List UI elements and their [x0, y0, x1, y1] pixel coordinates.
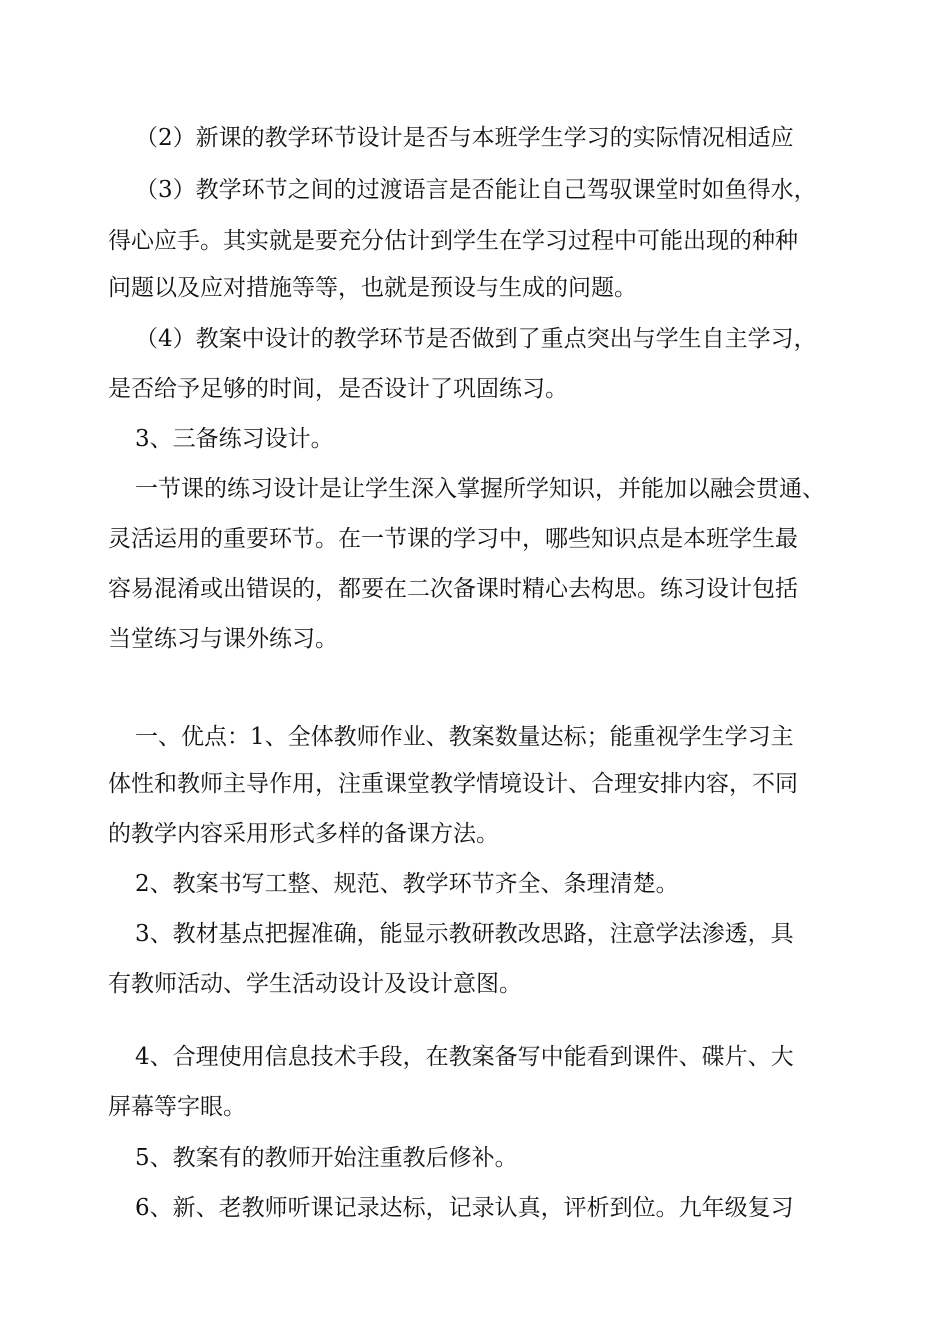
- text-line: 2、教案书写工整、规范、教学环节齐全、条理清楚。: [135, 871, 679, 897]
- text-line: 容易混淆或出错误的，都要在二次备课时精心去构思。练习设计包括: [108, 576, 798, 602]
- text-line: （3）教学环节之间的过渡语言是否能让自己驾驭课堂时如鱼得水，: [135, 177, 817, 203]
- text-line: 3、教材基点把握准确，能显示教研教改思路，注意学法渗透，具: [135, 921, 794, 947]
- text-line: 当堂练习与课外练习。: [108, 626, 338, 652]
- text-line: 5、教案有的教师开始注重教后修补。: [135, 1145, 518, 1171]
- text-line: 是否给予足够的时间，是否设计了巩固练习。: [108, 376, 568, 402]
- text-line: 4、合理使用信息技术手段，在教案备写中能看到课件、碟片、大: [135, 1044, 794, 1070]
- section-heading: 3、三备练习设计。: [135, 426, 334, 452]
- text-line: 得心应手。其实就是要充分估计到学生在学习过程中可能出现的种种: [108, 228, 798, 254]
- text-line: 一节课的练习设计是让学生深入掌握所学知识，并能加以融会贯通、: [135, 476, 825, 502]
- text-line: 6、新、老教师听课记录达标，记录认真，评析到位。九年级复习: [135, 1195, 794, 1221]
- text-line: 灵活运用的重要环节。在一节课的学习中，哪些知识点是本班学生最: [108, 526, 798, 552]
- text-line: 问题以及应对措施等等，也就是预设与生成的问题。: [108, 275, 637, 301]
- text-line: 有教师活动、学生活动设计及设计意图。: [108, 971, 522, 997]
- text-line: 屏幕等字眼。: [108, 1094, 246, 1120]
- text-line: （2）新课的教学环节设计是否与本班学生学习的实际情况相适应: [135, 125, 794, 151]
- text-line: （4）教案中设计的教学环节是否做到了重点突出与学生自主学习，: [135, 326, 817, 352]
- text-line: 的教学内容采用形式多样的备课方法。: [108, 821, 499, 847]
- text-line: 体性和教师主导作用，注重课堂教学情境设计、合理安排内容，不同: [108, 771, 798, 797]
- text-line: 一、优点：1、全体教师作业、教案数量达标；能重视学生学习主: [135, 724, 794, 750]
